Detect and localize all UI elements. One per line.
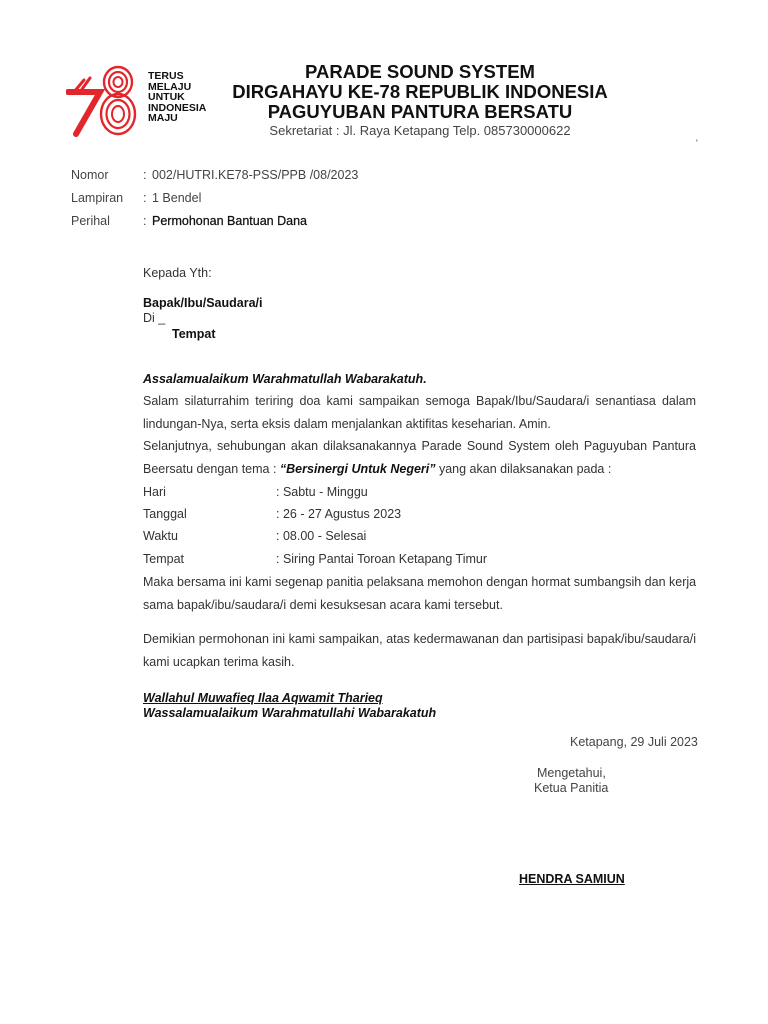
logo-78-icon <box>66 62 140 138</box>
detail-label-waktu: Waktu <box>143 529 178 543</box>
slogan-line: MAJU <box>148 112 178 125</box>
meta-label-nomor: Nomor <box>71 168 109 182</box>
paragraph-3-line-1: Maka bersama ini kami segenap panitia pelaksana memohon dengan hormat sumbangsih dan kerja <box>143 575 697 589</box>
closing-salam: Wassalamualaikum Warahmatullahi Wabarakatuh <box>143 706 437 720</box>
paragraph-3-line-2: sama bapak/ibu/saudara/i demi kesuksesan acara kami tersebut. <box>143 598 503 612</box>
slogan-line: UNTUK <box>148 91 185 104</box>
detail-label-tanggal: Tanggal <box>143 507 187 521</box>
detail-value-waktu: : 08.00 - Selesai <box>276 529 367 543</box>
meta-colon: : <box>143 168 147 182</box>
detail-value-hari: : Sabtu - Minggu <box>276 485 368 499</box>
recipient-kepada: Kepada Yth: <box>143 266 212 280</box>
paragraph-2-text: Beersatu dengan tema : <box>143 462 280 476</box>
paragraph-4-line-1: Demikian permohonan ini kami sampaikan, atas kedermawanan dan partisipasi bapak/ibu/saudara/i <box>143 632 696 646</box>
greeting: Assalamualaikum Warahmatullah Wabarakatuh. <box>143 372 427 386</box>
paragraph-4-line-2: kami ucapkan terima kasih. <box>143 655 295 669</box>
meta-colon: : <box>143 191 147 205</box>
letterhead-secretariat: Sekretariat : Jl. Raya Ketapang Telp. 085730000622 <box>269 123 571 138</box>
paragraph-1-line-1: Salam silaturrahim teriring doa kami sampaikan semoga Bapak/Ibu/Saudara/i senantiasa dalam <box>143 394 696 408</box>
detail-label-tempat: Tempat <box>143 552 184 566</box>
signature-role: Ketua Panitia <box>534 781 609 795</box>
event-theme: “Bersinergi Untuk Negeri” <box>279 462 436 476</box>
signature-name: HENDRA SAMIUN <box>519 872 625 886</box>
slogan-line: INDONESIA <box>148 101 207 114</box>
slogan-line: MELAJU <box>148 80 192 93</box>
detail-value-tempat: : Siring Pantai Toroan Ketapang Timur <box>276 552 488 566</box>
closing-prayer: Wallahul Muwafieq Ilaa Aqwamit Tharieq <box>143 691 383 705</box>
detail-value-tanggal: : 26 - 27 Agustus 2023 <box>276 507 402 521</box>
meta-colon: : <box>143 214 147 228</box>
slogan-line: TERUS <box>148 70 184 82</box>
meta-label-lampiran: Lampiran <box>71 191 124 205</box>
signature-mengetahui: Mengetahui, <box>537 766 606 780</box>
letterhead-subtitle: DIRGAHAYU KE-78 REPUBLIK INDONESIA <box>232 81 608 102</box>
paragraph-2-line-2 <box>143 462 611 476</box>
recipient-di: Di _ <box>143 311 166 325</box>
meta-value-perihal: Permohonan Bantuan Dana <box>152 214 307 228</box>
meta-value-lampiran: 1 Bendel <box>152 191 202 205</box>
stray-mark: ' <box>696 138 698 148</box>
meta-label-perihal: Perihal <box>71 214 110 228</box>
place-date: Ketapang, 29 Juli 2023 <box>570 735 698 749</box>
paragraph-2-line-1: Selanjutnya, sehubungan akan dilaksanakannya Parade Sound System oleh Paguyuban Pantura <box>143 439 696 453</box>
paragraph-1-line-2: lindungan-Nya, serta eksis dalam menjalankan aktifitas keseharian. Amin. <box>143 417 551 431</box>
letterhead-title: PARADE SOUND SYSTEM <box>305 61 535 82</box>
detail-label-hari: Hari <box>143 485 166 499</box>
paragraph-2-text: yang akan dilaksanakan pada : <box>435 462 612 476</box>
recipient-tempat: Tempat <box>172 327 216 341</box>
recipient-name: Bapak/Ibu/Saudara/i <box>143 296 263 310</box>
meta-value-nomor: 002/HUTRI.KE78-PSS/PPB /08/2023 <box>152 168 359 182</box>
letterhead-organization: PAGUYUBAN PANTURA BERSATU <box>267 101 573 122</box>
